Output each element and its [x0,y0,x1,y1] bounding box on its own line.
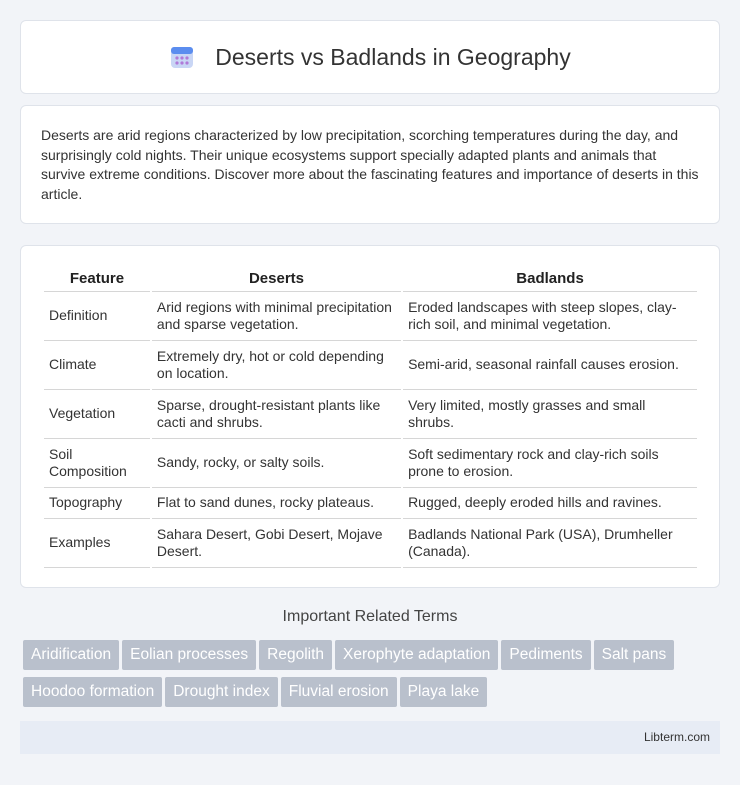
tag-hoodoo-formation[interactable]: Hoodoo formation [23,677,162,707]
table-cell: Soil Composition [44,439,150,488]
related-terms-title: Important Related Terms [282,608,458,625]
table-cell: Semi-arid, seasonal rainfall causes erosion. [403,341,697,390]
table-header: Badlands [403,266,697,292]
table-header: Feature [44,266,150,292]
table-cell: Sahara Desert, Gobi Desert, Mojave Desert. [152,519,401,568]
table-cell: Sparse, drought-resistant plants like cacti and shrubs. [152,390,401,439]
page-title: Deserts vs Badlands in Geography [215,43,571,70]
tag-playa-lake[interactable]: Playa lake [400,677,488,707]
table-row [44,439,697,488]
table-cell: Flat to sand dunes, rocky plateaus. [152,488,401,519]
header-card [20,20,720,94]
table-cell: Arid regions with minimal precipitation and sparse vegetation. [152,292,401,341]
tag-drought-index[interactable]: Drought index [165,677,278,707]
intro-text: Deserts are arid regions characterized by low precipitation, scorching temperatures during the day, and surprisingly cold nights. Their unique ecosystems support specially adapted plants and animals that survive extreme conditions. Discover more about the fascinating features and importance of deserts in this article. [41,127,699,202]
table-row [44,488,697,519]
intro-card [20,105,720,224]
comparison-card [20,245,720,588]
comparison-table [42,266,699,568]
tag-xerophyte-adaptation[interactable]: Xerophyte adaptation [335,640,498,670]
tag-eolian-processes[interactable]: Eolian processes [122,640,256,670]
table-cell: Badlands National Park (USA), Drumheller (Canada). [403,519,697,568]
table-header: Deserts [152,266,401,292]
table-cell: Rugged, deeply eroded hills and ravines. [403,488,697,519]
table-row [44,519,697,568]
related-terms-list [23,640,723,714]
tag-fluvial-erosion[interactable]: Fluvial erosion [281,677,397,707]
table-cell: Extremely dry, hot or cold depending on location. [152,341,401,390]
table-cell: Definition [44,292,150,341]
tag-pediments[interactable]: Pediments [501,640,590,670]
table-row [44,292,697,341]
footer-site-link[interactable]: Libterm.com [643,730,710,744]
table-row [44,390,697,439]
table-cell: Climate [44,341,150,390]
table-cell: Sandy, rocky, or salty soils. [152,439,401,488]
calendar-icon [169,44,195,70]
tag-aridification[interactable]: Aridification [23,640,119,670]
table-cell: Soft sedimentary rock and clay-rich soils prone to erosion. [403,439,697,488]
table-row [44,341,697,390]
table-cell: Examples [44,519,150,568]
tag-regolith[interactable]: Regolith [259,640,332,670]
footer [20,721,720,754]
table-cell: Topography [44,488,150,519]
tag-salt-pans[interactable]: Salt pans [594,640,675,670]
table-cell: Vegetation [44,390,150,439]
table-cell: Eroded landscapes with steep slopes, clay-rich soil, and minimal vegetation. [403,292,697,341]
table-cell: Very limited, mostly grasses and small shrubs. [403,390,697,439]
